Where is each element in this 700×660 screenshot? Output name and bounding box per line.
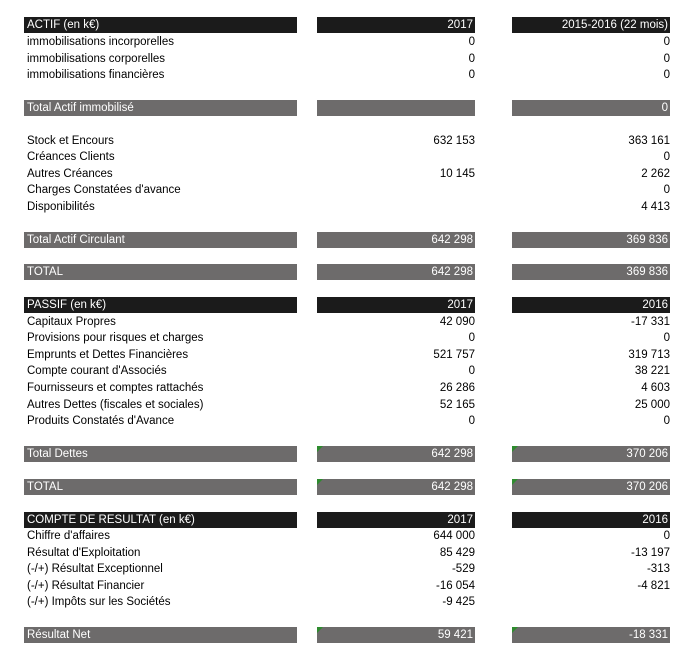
total-value-col2: 0 xyxy=(512,100,670,116)
row-value-col1: 26 286 xyxy=(439,382,475,394)
table-row xyxy=(0,67,700,83)
table-row xyxy=(0,149,700,165)
row-label: Emprunts et Dettes Financières xyxy=(27,349,189,361)
row-label: immobilisations incorporelles xyxy=(27,36,175,48)
row-label: Stock et Encours xyxy=(27,135,114,147)
row-value-col2: 0 xyxy=(663,332,670,344)
row-label: Chiffre d'affaires xyxy=(27,530,110,542)
resultat-net-row xyxy=(0,627,700,643)
row-value-col2: 319 713 xyxy=(628,349,670,361)
row-value-col2: 4 413 xyxy=(641,201,670,213)
row-label: Produits Constatés d'Avance xyxy=(27,415,175,427)
table-row xyxy=(0,347,700,363)
row-label: immobilisations financières xyxy=(27,69,165,81)
row-value-col1: -16 054 xyxy=(435,580,475,592)
cell-marker-icon xyxy=(317,479,323,485)
row-label: (-/+) Résultat Financier xyxy=(27,580,145,592)
total-value-col1: 642 298 xyxy=(317,264,475,280)
row-value-col1: 85 429 xyxy=(439,547,475,559)
row-value-col2: -13 197 xyxy=(630,547,670,559)
cell-marker-icon xyxy=(317,627,323,633)
passif-col1-header: 2017 xyxy=(317,297,475,313)
row-label: Autres Dettes (fiscales et sociales) xyxy=(27,399,204,411)
cell-marker-icon xyxy=(317,446,323,452)
row-value-col2: 0 xyxy=(663,151,670,163)
total-value-col2 xyxy=(512,627,670,643)
row-value-col2: 25 000 xyxy=(634,399,670,411)
total-label: Total Dettes xyxy=(24,446,297,462)
total-circulant-row xyxy=(0,232,700,248)
resultat-header-row xyxy=(0,512,700,528)
table-row xyxy=(0,578,700,594)
row-value-col2: 0 xyxy=(663,184,670,196)
total-value-col1 xyxy=(317,446,475,462)
row-value-col1 xyxy=(317,199,475,215)
row-label: Créances Clients xyxy=(27,151,115,163)
resultat-title: COMPTE DE RESULTAT (en k€) xyxy=(24,512,297,528)
total-value-col2 xyxy=(512,479,670,495)
table-row xyxy=(0,413,700,429)
row-label: (-/+) Impôts sur les Sociétés xyxy=(27,596,171,608)
passif-title: PASSIF (en k€) xyxy=(24,297,297,313)
table-row xyxy=(0,380,700,396)
row-value-col1 xyxy=(317,149,475,165)
total-value-col1 xyxy=(317,479,475,495)
cell-marker-icon xyxy=(512,479,518,485)
table-row xyxy=(0,199,700,215)
row-value-col2: 0 xyxy=(663,69,670,81)
cell-marker-icon xyxy=(512,446,518,452)
total-value-text: -18 331 xyxy=(628,629,668,641)
row-value-col2: -313 xyxy=(646,563,670,575)
table-row xyxy=(0,528,700,544)
total-value-text: 642 298 xyxy=(431,481,473,493)
passif-header-row xyxy=(0,297,700,313)
table-row xyxy=(0,363,700,379)
total-value-col1 xyxy=(317,627,475,643)
table-row xyxy=(0,182,700,198)
actif-col1-header: 2017 xyxy=(317,17,475,33)
actif-header-row xyxy=(0,17,700,33)
total-value-col2: 369 836 xyxy=(512,264,670,280)
table-row xyxy=(0,314,700,330)
total-value-text: 642 298 xyxy=(431,448,473,460)
row-label: (-/+) Résultat Exceptionnel xyxy=(27,563,163,575)
passif-col2-header: 2016 xyxy=(512,297,670,313)
total-label: TOTAL xyxy=(24,479,297,495)
row-value-col1: 632 153 xyxy=(433,135,475,147)
row-value-col1: -9 425 xyxy=(442,596,475,608)
actif-title: ACTIF (en k€) xyxy=(24,17,297,33)
table-row xyxy=(0,545,700,561)
row-value-col2: 38 221 xyxy=(634,365,670,377)
table-row xyxy=(0,561,700,577)
total-label: Total Actif immobilisé xyxy=(24,100,297,116)
row-value-col2: -17 331 xyxy=(630,316,670,328)
row-value-col2: -4 821 xyxy=(637,580,670,592)
row-value-col1: 0 xyxy=(468,365,475,377)
row-value-col1 xyxy=(317,182,475,198)
row-value-col1: 644 000 xyxy=(433,530,475,542)
row-value-col2: 4 603 xyxy=(641,382,670,394)
row-value-col2 xyxy=(512,594,670,610)
row-value-col2: 0 xyxy=(663,530,670,542)
table-row xyxy=(0,133,700,149)
resultat-col1-header: 2017 xyxy=(317,512,475,528)
row-label: Autres Créances xyxy=(27,168,113,180)
row-label: immobilisations corporelles xyxy=(27,53,166,65)
total-immobilise-row xyxy=(0,100,700,116)
total-value-col2: 369 836 xyxy=(512,232,670,248)
cell-marker-icon xyxy=(512,627,518,633)
row-value-col1: 10 145 xyxy=(439,168,475,180)
row-value-col2: 2 262 xyxy=(641,168,670,180)
row-value-col2: 363 161 xyxy=(628,135,670,147)
row-value-col1: 52 165 xyxy=(439,399,475,411)
total-value-text: 370 206 xyxy=(626,448,668,460)
actif-total-row xyxy=(0,264,700,280)
row-value-col1: 0 xyxy=(468,53,475,65)
table-row xyxy=(0,594,700,610)
row-label: Provisions pour risques et charges xyxy=(27,332,204,344)
row-label: Résultat d'Exploitation xyxy=(27,547,141,559)
row-label: Fournisseurs et comptes rattachés xyxy=(27,382,204,394)
table-row xyxy=(0,51,700,67)
passif-total-row xyxy=(0,479,700,495)
table-row xyxy=(0,34,700,50)
row-value-col1: 0 xyxy=(468,69,475,81)
row-value-col1: 0 xyxy=(468,332,475,344)
row-label: Disponibilités xyxy=(27,201,95,213)
row-value-col2: 0 xyxy=(663,36,670,48)
actif-col2-header: 2015-2016 (22 mois) xyxy=(512,17,670,33)
table-row xyxy=(0,397,700,413)
total-value-text: 370 206 xyxy=(626,481,668,493)
total-label: TOTAL xyxy=(24,264,297,280)
table-row xyxy=(0,330,700,346)
total-value-col1 xyxy=(317,100,475,116)
resultat-col2-header: 2016 xyxy=(512,512,670,528)
row-value-col1: 0 xyxy=(468,36,475,48)
total-label: Résultat Net xyxy=(24,627,297,643)
total-label: Total Actif Circulant xyxy=(24,232,297,248)
total-value-col1: 642 298 xyxy=(317,232,475,248)
total-value-text: 59 421 xyxy=(437,629,473,641)
row-value-col1: 521 757 xyxy=(433,349,475,361)
row-value-col2: 0 xyxy=(663,53,670,65)
total-dettes-row xyxy=(0,446,700,462)
row-label: Compte courant d'Associés xyxy=(27,365,167,377)
total-value-col2 xyxy=(512,446,670,462)
row-label: Capitaux Propres xyxy=(27,316,116,328)
table-row xyxy=(0,166,700,182)
row-value-col2: 0 xyxy=(663,415,670,427)
row-label: Charges Constatées d'avance xyxy=(27,184,181,196)
row-value-col1: 0 xyxy=(468,415,475,427)
row-value-col1: 42 090 xyxy=(439,316,475,328)
row-value-col1: -529 xyxy=(451,563,475,575)
